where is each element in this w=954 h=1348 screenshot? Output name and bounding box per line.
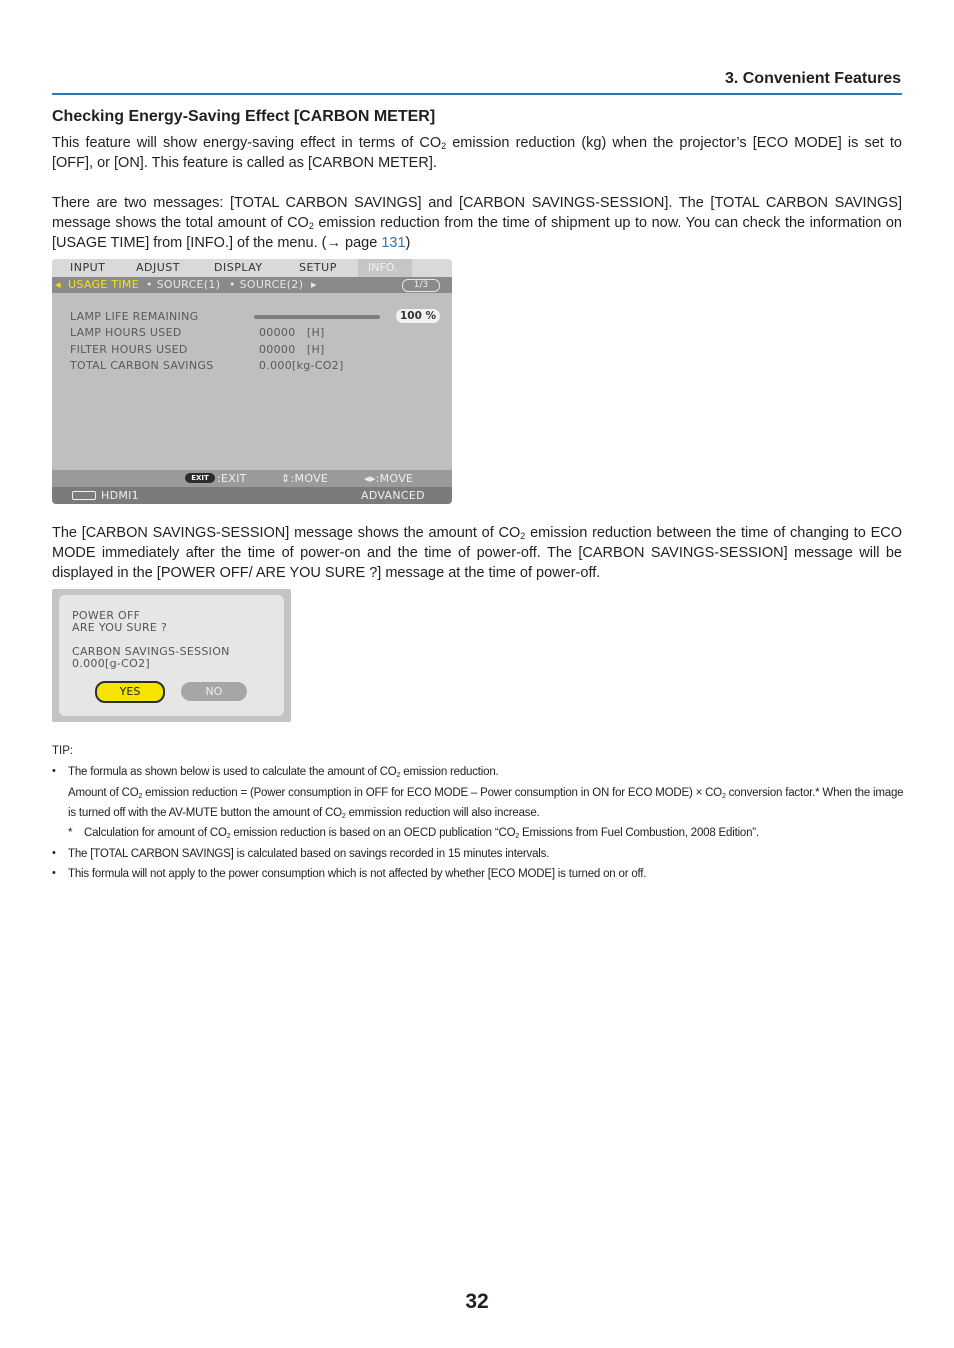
power-off-dialog-screenshot [52, 589, 291, 722]
menu-mode: ADVANCED [361, 489, 425, 502]
tip-not-applicable: This formula will not apply to the power consumption which is not affected by whether [ECO MODE] is turned on or off. [68, 868, 647, 880]
row-value-lamp-hours: 00000 [H] [259, 326, 325, 339]
tip-formula-intro: The formula as shown below is used to calculate the amount of $CO_2$ emission reduction. [68, 766, 499, 779]
left-arrow-icon[interactable]: ◂ [55, 278, 61, 291]
dialog-title: POWER OFF [72, 609, 141, 622]
tab-input[interactable]: INPUT [70, 261, 106, 274]
row-value-filter-hours: 00000 [H] [259, 343, 325, 356]
subtab-usage-time[interactable]: USAGE TIME [68, 278, 139, 291]
tab-setup[interactable]: SETUP [299, 261, 337, 274]
hdmi-icon [72, 491, 96, 500]
dialog-session-value: 0.000[g-CO2] [72, 657, 150, 670]
move-vertical-hint: ⇕:MOVE [281, 472, 329, 485]
subtab-source1[interactable]: • SOURCE(1) [146, 278, 221, 291]
row-label-lamp-life: LAMP LIFE REMAINING [70, 310, 199, 323]
lamp-life-percent: 100 % [396, 309, 440, 323]
tip-heading: TIP: [52, 745, 74, 757]
row-label-carbon-savings: TOTAL CARBON SAVINGS [70, 359, 214, 372]
input-source: HDMI1 [101, 489, 139, 502]
footnote-star: * [68, 827, 73, 839]
bullet-icon: • [52, 847, 56, 859]
menu-tabs [52, 259, 452, 277]
section-title: Checking Energy-Saving Effect [CARBON METER] [52, 108, 436, 125]
bullet-icon: • [52, 765, 56, 777]
bullet-icon: • [52, 867, 56, 879]
move-horizontal-hint: ◂▸:MOVE [364, 472, 414, 485]
session-paragraph: The [CARBON SAVINGS-SESSION] message shows the amount of $CO_2$ emission reduction between the time of changing to ECO MODE immediately after the time of power-on and the time of power-off. The [CARBON SAVINGS-SESSION] message will be displayed in the [POWER OFF/ ARE YOU SURE ?] message at the time of power-off. [52, 525, 902, 581]
tab-display[interactable]: DISPLAY [214, 261, 263, 274]
tip-formula: Amount of $CO_2$ emission reduction = (Power consumption in OFF for ECO MODE – Power consumption in ON for ECO MODE) × $CO_2$ conversion factor.* When the image [68, 787, 904, 800]
menu-subbar [52, 277, 452, 293]
tip-av-mute: is turned off with the AV-MUTE button the amount of $CO_2$ emmission reduction will also increase. [68, 807, 540, 820]
page-number: 32 [465, 1290, 489, 1313]
chapter-title: 3. Convenient Features [724, 70, 901, 87]
page-link[interactable]: 131 [381, 235, 406, 251]
tip-oecd-note: Calculation for amount of $CO_2$ emission reduction is based on an OECD publication “$CO_2$ Emissions from Fuel Combustion, 2008 Edition”. [84, 827, 759, 840]
subtab-source2[interactable]: • SOURCE(2) [229, 278, 304, 291]
tab-adjust[interactable]: ADJUST [136, 261, 180, 274]
row-label-lamp-hours: LAMP HOURS USED [70, 326, 182, 339]
exit-badge: EXIT [185, 473, 215, 483]
power-off-dialog [59, 595, 284, 716]
tip-interval: The [TOTAL CARBON SAVINGS] is calculated based on savings recorded in 15 minutes intervals. [68, 848, 550, 860]
lamp-life-bar [254, 315, 380, 319]
menu-status-bar [52, 487, 452, 504]
no-button[interactable]: NO [181, 682, 247, 701]
right-arrow-icon[interactable]: ▸ [311, 278, 317, 291]
page-indicator: 1/3 [402, 279, 440, 292]
header-rule [52, 93, 902, 95]
exit-hint: :EXIT [217, 472, 247, 485]
menu-help-bar [52, 470, 452, 487]
tab-info[interactable]: INFO. [358, 259, 412, 277]
dialog-session-label: CARBON SAVINGS-SESSION [72, 645, 230, 658]
row-value-carbon-savings: 0.000[kg-CO2] [259, 359, 344, 372]
messages-paragraph: There are two messages: [TOTAL CARBON SAVINGS] and [CARBON SAVINGS-SESSION]. The [TOTAL CARBON SAVINGS] message shows the total amount of $CO_2$ emission reduction from the time of shipment up to now. You can check the information on [USAGE TIME] from [INFO.] of the menu. (→ page 131) [52, 195, 902, 251]
row-label-filter-hours: FILTER HOURS USED [70, 343, 188, 356]
intro-paragraph: This feature will show energy-saving effect in terms of $CO_2$ emission reduction (kg) when the projector’s [ECO MODE] is set to [OFF], or [ON]. This feature is called as [CARBON METER]. [52, 135, 902, 171]
dialog-question: ARE YOU SURE ? [72, 621, 168, 634]
info-menu-screenshot [52, 259, 452, 504]
yes-button[interactable]: YES [95, 681, 165, 703]
